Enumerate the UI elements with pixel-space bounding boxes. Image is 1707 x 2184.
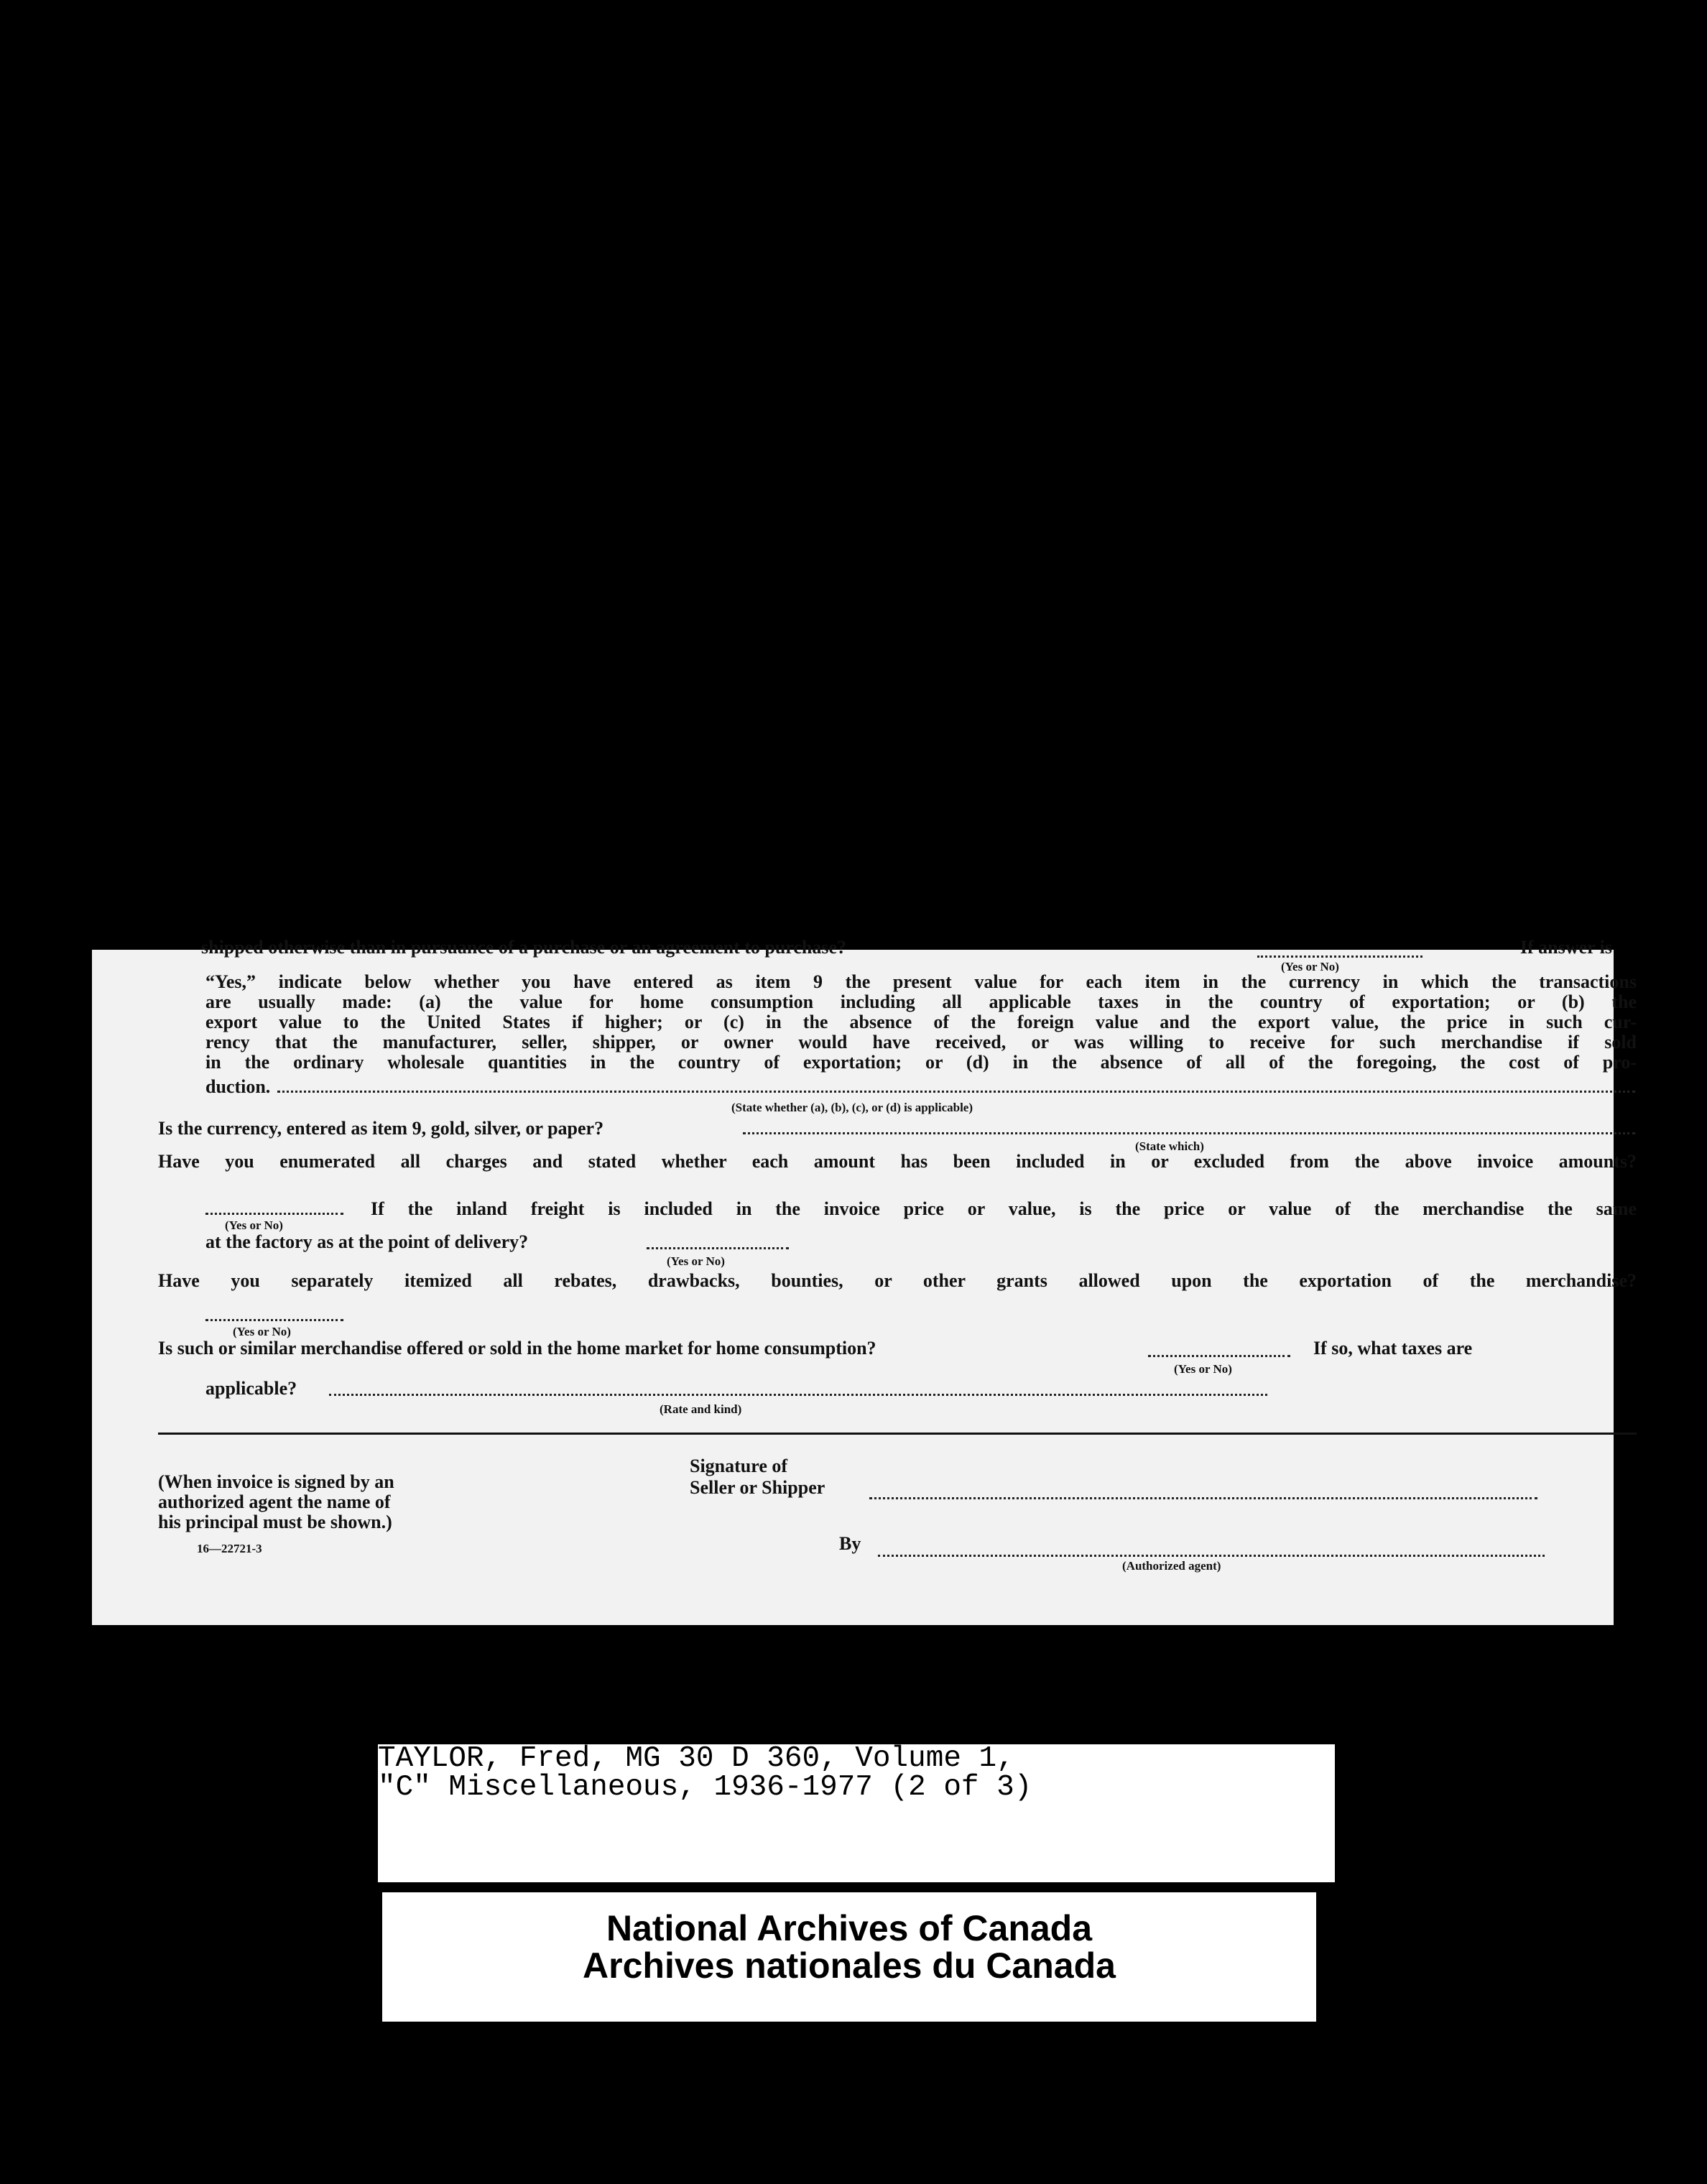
rebates-question: Have you separately itemized all rebates, drawbacks, bounties, or other grants allowed upon the exportation of the merchandise? [158,1270,1637,1291]
answer-line [1257,956,1422,958]
currency-question: Is the currency, entered as item 9, gold, silver, or paper? [158,1118,604,1139]
caption-state-which: (State which) [1135,1139,1204,1153]
signature-label-line1: Signature of [690,1456,788,1476]
archives-stamp [382,1892,1316,2022]
paragraph-line: “Yes,” indicate below whether you have entered as item 9 the present value for each item in the currency in which the transactions [205,971,1637,992]
archive-reference-label [378,1744,1335,1882]
form-number: 16—22721-3 [197,1542,262,1555]
answer-line [205,1319,343,1321]
caption-state-whether: (State whether (a), (b), (c), or (d) is applicable) [731,1101,973,1114]
archive-reference-line1: TAYLOR, Fred, MG 30 D 360, Volume 1, [378,1742,1014,1775]
answer-line [205,1213,343,1215]
taxes-question: If so, what taxes are [1313,1338,1473,1359]
answer-line [647,1247,789,1249]
caption-yes-no: (Yes or No) [233,1325,291,1338]
caption-yes-no: (Yes or No) [667,1254,725,1268]
cut-off-top-line [86,933,1619,957]
invoice-form-page [92,937,1637,1625]
caption-authorized-agent: (Authorized agent) [1122,1559,1221,1573]
note-line: his principal must be shown.) [158,1512,392,1532]
divider-rule [158,1433,1637,1435]
paragraph-line: are usually made: (a) the value for home consumption including all applicable taxes in the country of exportation; or (b) the [205,991,1637,1012]
production-label: duction. [205,1076,271,1097]
note-line: (When invoice is signed by an [158,1471,394,1492]
answer-line [1148,1355,1290,1357]
answer-line [329,1394,1267,1396]
caption-rate-kind: (Rate and kind) [660,1402,742,1416]
by-label: By [839,1533,861,1554]
home-market-question: Is such or similar merchandise offered or sold in the home market for home consumption? [158,1338,876,1359]
paragraph-line: export value to the United States if higher; or (c) in the absence of the foreign value and the export value, the price in such cur- [205,1012,1637,1032]
applicable-label: applicable? [205,1378,297,1399]
paragraph-line: rency that the manufacturer, seller, shipper, or owner would have received, or was willing to receive for such merchandise if sold [205,1032,1637,1052]
stamp-line-english: National Archives of Canada [606,1908,1093,1948]
signature-line [869,1497,1537,1499]
caption-yes-no: (Yes or No) [225,1218,283,1232]
answer-line [277,1091,1635,1093]
agent-signature-line [878,1555,1545,1557]
cut-off-text: shipped otherwise than in pursuance of a purchase or an agreement to purchase? [201,937,847,958]
cut-off-text-end: If answer is [1519,937,1612,958]
inland-freight-question: If the inland freight is included in the invoice price or value, is the price or value of the merchandise the same [371,1198,1637,1219]
factory-question: at the factory as at the point of delivery? [205,1231,529,1252]
charges-question: Have you enumerated all charges and stated whether each amount has been included in or excluded from the above invoice amounts? [158,1151,1637,1172]
caption-yes-no: (Yes or No) [1174,1362,1232,1376]
note-line: authorized agent the name of [158,1491,391,1512]
answer-line [743,1132,1635,1134]
stamp-line-french: Archives nationales du Canada [583,1945,1116,1986]
paragraph-line: in the ordinary wholesale quantities in the country of exportation; or (d) in the absence of all of the foregoing, the cost of pro- [205,1052,1637,1073]
archive-reference-line2: "C" Miscellaneous, 1936-1977 (2 of 3) [378,1771,1032,1804]
signature-label-line2: Seller or Shipper [690,1477,825,1498]
caption-yes-no: (Yes or No) [1281,960,1339,973]
